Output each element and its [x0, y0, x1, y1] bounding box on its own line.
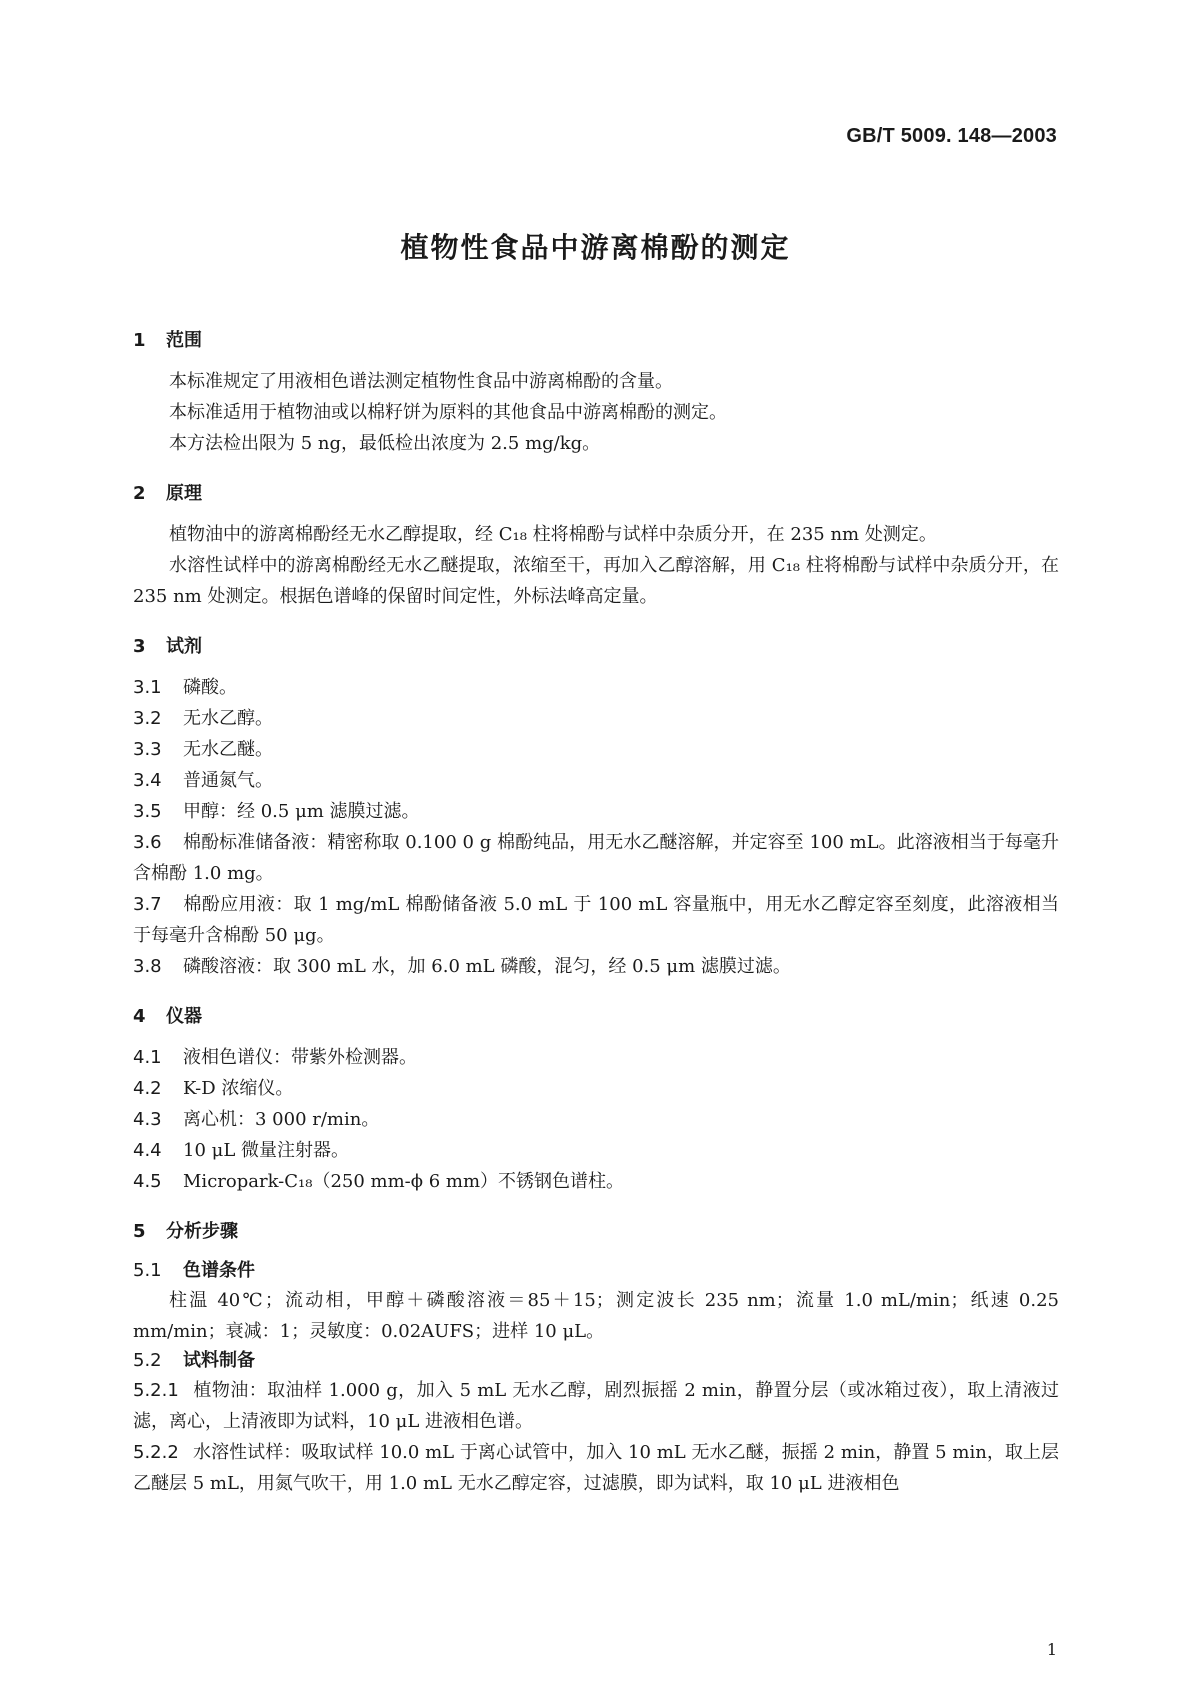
list-item: 5.2.2 水溶性试样：吸取试样 10.0 mL 于离心试管中，加入 10 mL 无水乙醚，振摇 2 min，静置 5 min，取上层乙醚层 5 mL，用氮气吹干，用 1.0 mL 无水乙醇定容，过滤膜，即为试料，取 10 μL 进液相色: [133, 1442, 1059, 1494]
standard-number: GB/T 5009. 148—2003: [846, 125, 1057, 147]
list-item: 5.2.1 植物油：取油样 1.000 g，加入 5 mL 无水乙醇，剧烈振摇 2 min，静置分层（或冰箱过夜），取上清液过滤，离心，上清液即为试料，10 μL 进液相色谱。: [133, 1380, 1059, 1432]
list-item: 4.3 离心机：3 000 r/min。: [133, 1109, 380, 1130]
list-item: 3.5 甲醇：经 0.5 μm 滤膜过滤。: [133, 801, 420, 822]
subsection-heading: 5.1 色谱条件: [133, 1260, 255, 1281]
paragraph: 水溶性试样中的游离棉酚经无水乙醚提取，浓缩至干，再加入乙醇溶解，用 C₁₈ 柱将棉酚与试样中杂质分开，在 235 nm 处测定。根据色谱峰的保留时间定性，外标法峰高定量。: [133, 555, 1059, 607]
list-item: 3.3 无水乙醚。: [133, 739, 273, 760]
paragraph: 本标准规定了用液相色谱法测定植物性食品中游离棉酚的含量。: [169, 371, 673, 392]
list-item: 4.2 K-D 浓缩仪。: [133, 1078, 294, 1099]
list-item: 3.6 棉酚标准储备液：精密称取 0.100 0 g 棉酚纯品，用无水乙醚溶解，并定容至 100 mL。此溶液相当于每毫升含棉酚 1.0 mg。: [133, 832, 1059, 884]
page-title: 植物性食品中游离棉酚的测定: [400, 231, 791, 264]
section-heading: 5 分析步骤: [133, 1221, 238, 1242]
paragraph: 本方法检出限为 5 ng，最低检出浓度为 2.5 mg/kg。: [169, 433, 601, 454]
section-heading: 2 原理: [133, 483, 202, 504]
list-item: 3.7 棉酚应用液：取 1 mg/mL 棉酚储备液 5.0 mL 于 100 mL 容量瓶中，用无水乙醇定容至刻度，此溶液相当于每毫升含棉酚 50 μg。: [133, 894, 1059, 946]
list-item: 3.2 无水乙醇。: [133, 708, 273, 729]
list-item: 3.8 磷酸溶液：取 300 mL 水，加 6.0 mL 磷酸，混匀，经 0.5 μm 滤膜过滤。: [133, 956, 791, 977]
list-item: 3.1 磷酸。: [133, 677, 237, 698]
section-heading: 3 试剂: [133, 636, 202, 657]
list-item: 4.4 10 μL 微量注射器。: [133, 1140, 349, 1161]
list-item: 3.4 普通氮气。: [133, 770, 273, 791]
paragraph: 本标准适用于植物油或以棉籽饼为原料的其他食品中游离棉酚的测定。: [169, 402, 727, 423]
list-item: 4.5 Micropark-C₁₈（250 mm-ϕ 6 mm）不锈钢色谱柱。: [133, 1171, 625, 1192]
section-heading: 1 范围: [133, 330, 202, 351]
document-body: [133, 326, 1059, 1499]
paragraph: 柱温 40℃；流动相，甲醇＋磷酸溶液＝85＋15；测定波长 235 nm；流量 1.0 mL/min；纸速 0.25 mm/min；衰减：1；灵敏度：0.02AUFS；进样 10 μL。: [133, 1290, 1059, 1342]
page-number: 1: [1046, 1640, 1057, 1659]
subsection-heading: 5.2 试料制备: [133, 1350, 255, 1371]
list-item: 4.1 液相色谱仪：带紫外检测器。: [133, 1047, 417, 1068]
section-heading: 4 仪器: [133, 1006, 202, 1027]
paragraph: 植物油中的游离棉酚经无水乙醇提取，经 C₁₈ 柱将棉酚与试样中杂质分开，在 235 nm 处测定。: [169, 524, 937, 545]
